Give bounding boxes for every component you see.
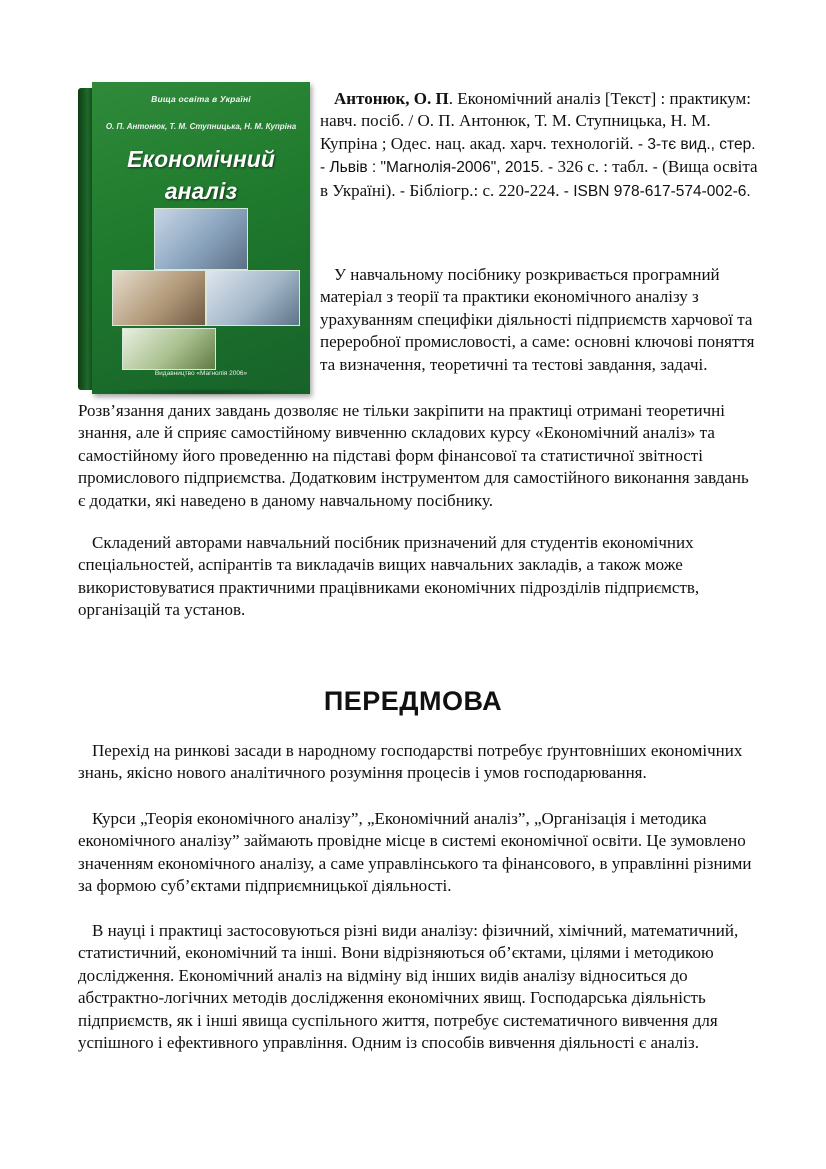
- preface-paragraph: [78, 920, 758, 1054]
- book-publisher-label: Видавництво «Магнолія 2006»: [154, 370, 248, 377]
- bib-text: Бібліогр.: с. 220-224.: [409, 180, 560, 200]
- preface-text: Перехід на ринкові засади в народному господарстві потребує ґрунтовніших економічних знань, якісно нового аналітичного розуміння процесів і умов господарювання.: [78, 741, 743, 783]
- annotation-paragraph: [78, 400, 758, 512]
- bib-text: 326 с. : табл.: [557, 157, 649, 177]
- bib-text: - 3-тє вид., стер. - Львів : "Магнолія-2006", 2015. -: [320, 135, 756, 177]
- annotation-text: У навчальному посібнику розкривається програмний матеріал з теорії та практики економічного аналізу з урахуванням специфіки діяльності підприємств харчової та переробної промисловості, а саме: основні ключові поняття та визначення, теоретичні та тестові завдання, задачі.: [320, 265, 755, 374]
- bib-isbn: - ISBN 978-617-574-002-6.: [559, 182, 751, 200]
- book-cover-image: [78, 82, 310, 394]
- bibliographic-record: [320, 88, 760, 203]
- section-heading: ПЕРЕДМОВА: [323, 686, 503, 716]
- book-authors-label: О. П. Антонюк, Т. М. Ступницька, Н. М. Купріна: [105, 122, 297, 131]
- annotation-paragraph: [78, 532, 758, 622]
- annotation-paragraph: [320, 264, 760, 376]
- cover-photo: [206, 270, 300, 326]
- book-title-line1: Економічний: [127, 146, 275, 172]
- preface-paragraph: [78, 808, 758, 898]
- bib-text: (Вища освіта в Україні).: [320, 157, 758, 200]
- cover-photo: [122, 328, 216, 370]
- bib-text: . Економічний аналіз [Текст] : практикум: навч. посіб. / О. П. Антонюк, Т. М. Ступницька, Н. М. Купріна ; Одес. нац. акад. харч. технологій.: [320, 89, 751, 153]
- bib-text: -: [395, 182, 410, 200]
- cover-photo: [112, 270, 206, 326]
- annotation-text: Розв’язання даних завдань дозволяє не тільки закріпити на практиці отримані теоретичні знання, але й сприяє самостійному вивченню складових курсу «Економічний аналіз» та самостійному його проведенню на підставі форм фінансової та статистичної звітності промислового підприємства. Додатковим інструментом для самостійного виконання завдань є додатки, які наведено в даному навчальному посібнику.: [78, 401, 749, 510]
- preface-paragraph: [78, 740, 758, 785]
- book-title-line2: аналіз: [164, 178, 238, 204]
- preface-text: В науці і практиці застосовуються різні види аналізу: фізичний, хімічний, математичний, статистичний, економічний та інші. Вони відрізняються об’єктами, цілями і методикою дослідження. Економічний аналіз на відміну від інших видів аналізу відноситься до абстрактно-логічних методів дослідження економічних явищ. Господарська діяльність підприємств, як і інші явища суспільного життя, потребує систематичного вивчення для успішного і ефективного управління. Одним із способів вивчення діяльності є аналіз.: [78, 921, 739, 1053]
- book-front: [92, 82, 310, 394]
- bib-text: -: [648, 159, 663, 177]
- preface-text: Курси „Теорія економічного аналізу”, „Економічний аналіз”, „Організація і методика економічного аналізу” займають провідне місце в системі економічної освіти. Це зумовлено значенням економічного аналізу, а саме управлінського та фінансового, в управлінні різними за формою суб’єктами підприємницької діяльності.: [78, 809, 752, 896]
- book-series-label: Вища освіта в Україні: [151, 94, 251, 104]
- annotation-text: Складений авторами навчальний посібник призначений для студентів економічних спеціальностей, аспірантів та викладачів вищих навчальних закладів, а також може використовуватися практичними працівниками економічних підрозділів підприємств, організацій та установ.: [78, 533, 700, 620]
- book-shadow: [96, 388, 310, 396]
- bib-author: Антонюк, О. П: [334, 89, 449, 108]
- cover-photo: [154, 208, 248, 270]
